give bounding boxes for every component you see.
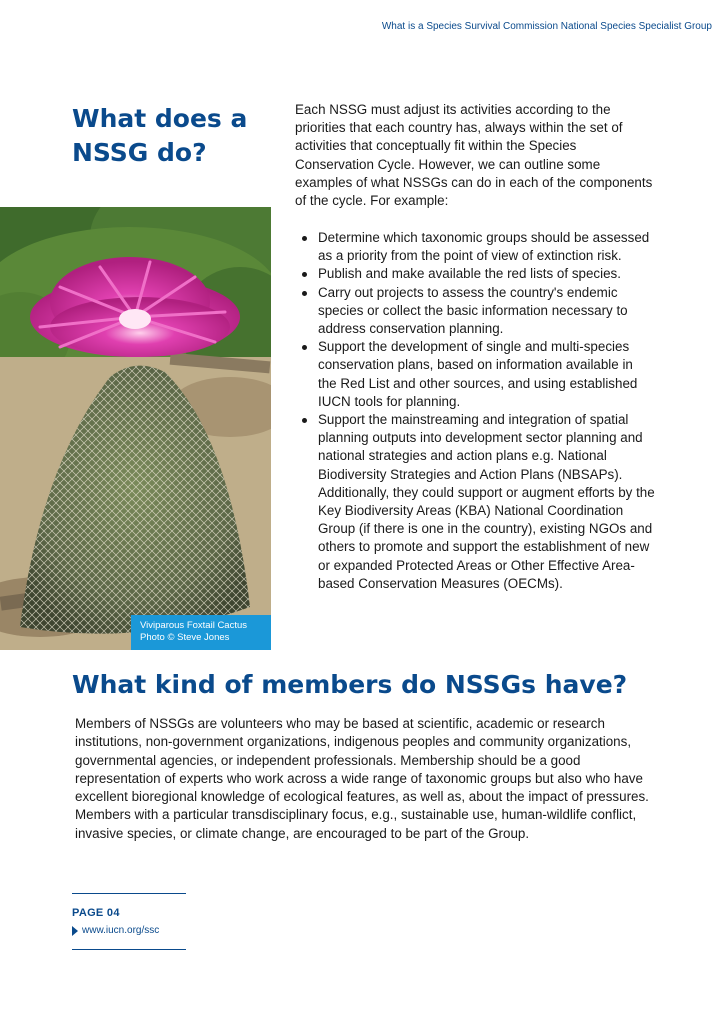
footer-divider-bottom xyxy=(72,949,186,950)
cactus-illustration xyxy=(0,207,271,650)
arrow-right-icon xyxy=(72,926,78,936)
footer-divider-top xyxy=(72,893,186,894)
list-item: Support the development of single and multi-species conservation plans, based on information available in the Red List and other sources, and using established IUCN tools for planning. xyxy=(295,338,655,411)
intro-paragraph: Each NSSG must adjust its activities according to the priorities that each country has, always within the set of activities that conceptually fit within the Species Conservation Cycle. However, we can outline some examples of what NSSGs can do in each of the components of the cycle. For example: xyxy=(295,102,653,209)
list-item: Publish and make available the red lists of species. xyxy=(295,265,655,283)
caption-credit: Photo © Steve Jones xyxy=(140,632,230,643)
list-item: Determine which taxonomic groups should be assessed as a priority from the point of view of extinction risk. xyxy=(295,229,655,265)
caption-species: Viviparous Foxtail Cactus xyxy=(140,620,248,631)
section-title-what-does: What does a NSSG do? xyxy=(72,104,248,167)
list-item: Carry out projects to assess the country's endemic species or collect the basic information necessary to address conservation planning. xyxy=(295,284,655,339)
members-paragraph: Members of NSSGs are volunteers who may be based at scientific, academic or research institutions, non-government organizations, indigenous peoples and community organizations, governmental agencies, or independent professionals. Membership should be a good representation of experts who work across a wide range of taxonomic groups but also who have excellent bioregional knowledge of ecological features, as well as, about the impact of pressures. Members with a particular transdisciplinary focus, e.g., sustainable use, human-wildlife conflict, invasive species, or climate change, are encouraged to be part of the Group. xyxy=(75,716,649,841)
list-item: Support the mainstreaming and integration of spatial planning outputs into development sector planning and national strategies and action plans e.g. National Biodiversity Strategies and Action Plans (NBSAPs). Additionally, they could support or augment efforts by the Key Biodiversity Areas (KBA) National Coordination Group (if there is one in the country), existing NGOs and others to promote and support the establishment of new or expanded Protected Areas or Other Effective Area-based Conservation Measures (OECMs). xyxy=(295,411,655,593)
footer-link[interactable] xyxy=(72,925,159,936)
cactus-photo xyxy=(0,207,271,650)
footer-url[interactable]: www.iucn.org/ssc xyxy=(82,925,160,936)
page-number: PAGE 04 xyxy=(72,907,120,919)
running-header: What is a Species Survival Commission National Species Specialist Group xyxy=(381,21,712,32)
photo-caption xyxy=(131,615,271,650)
section-title-members: What kind of members do NSSGs have? xyxy=(72,670,628,699)
activities-list xyxy=(295,229,655,593)
